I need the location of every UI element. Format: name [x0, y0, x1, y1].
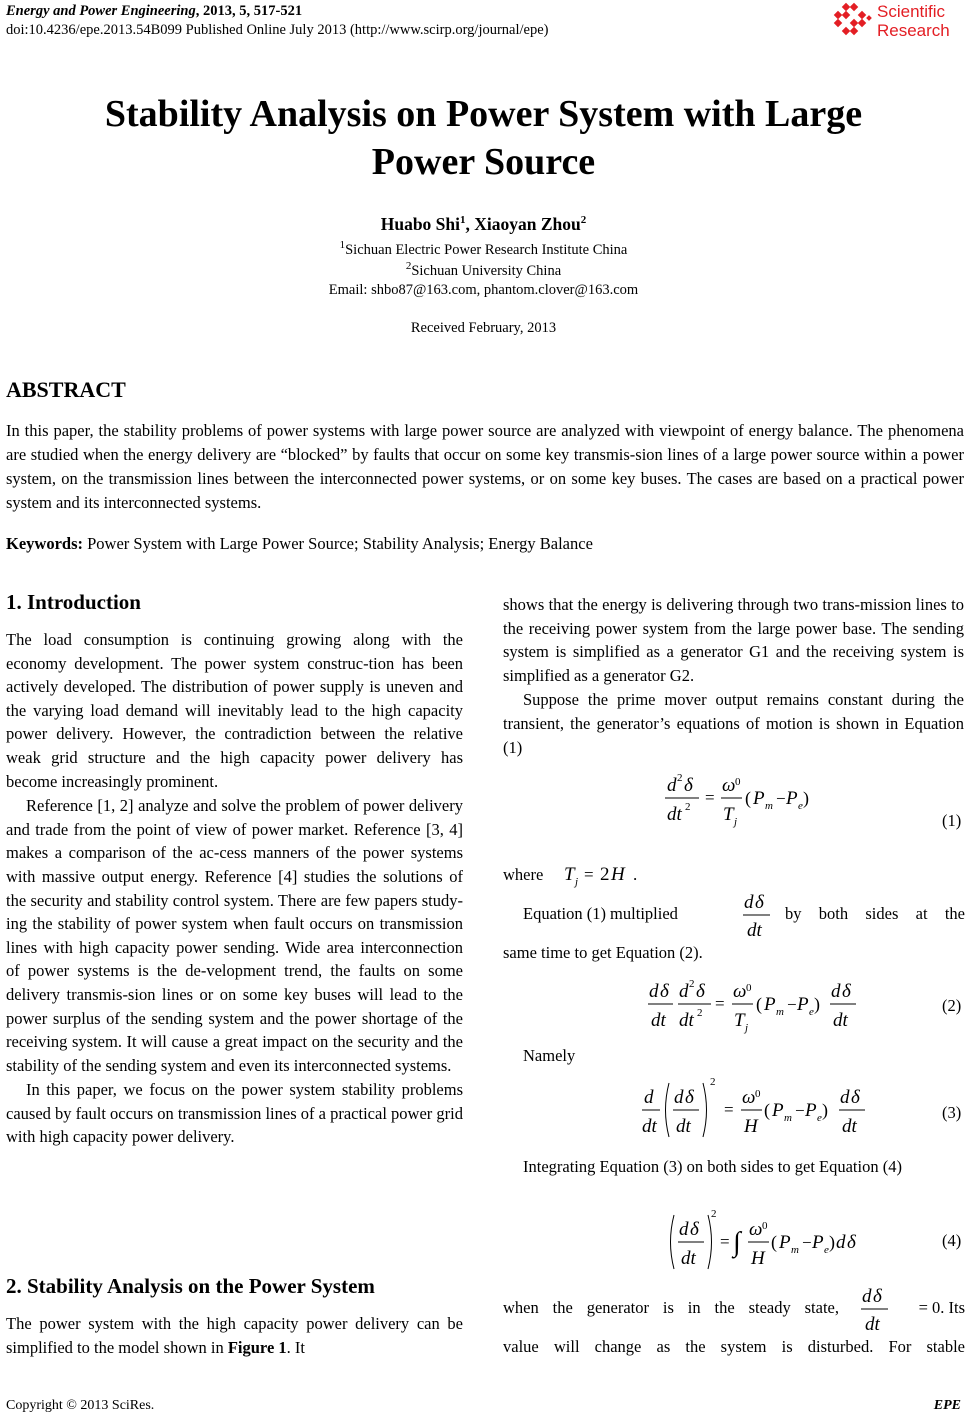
svg-text:−: − — [776, 789, 786, 808]
affiliation-2-text: Sichuan University China — [411, 262, 562, 279]
svg-text:2: 2 — [710, 1076, 716, 1088]
namely-text: Namely — [523, 1046, 576, 1065]
svg-text:dt: dt — [642, 1116, 657, 1137]
logo-text-line1: Scientific — [877, 2, 946, 21]
svg-text:P: P — [786, 788, 798, 809]
abstract-text: In this paper, the stability problems of power systems with large power source are analyzed with viewpoint of energy balance. The phenomena are studied when the energy delivery are “blocked” by faults that occur on some key transmis-sion lines of a large power source within a power system, on the transmission lines between the interconnected power systems, or on some key buses. The cases are based on a practical power system and its interconnected systems. — [6, 421, 964, 512]
where-text: where — [503, 865, 544, 884]
intro-paragraph-3: In this paper, we focus on the power system stability problems caused by fault occurs on transmission lines of a practical power grid with high capacity power delivery. — [6, 1080, 463, 1147]
ddelta-dt-fraction — [740, 888, 776, 944]
abstract-heading: ABSTRACT — [6, 377, 126, 402]
svg-text:=: = — [584, 865, 594, 884]
svg-text:H: H — [751, 1248, 765, 1269]
svg-text:ω: ω — [742, 1087, 756, 1108]
copyright: Copyright © 2013 SciRes. — [6, 1398, 155, 1413]
svg-text:δ: δ — [660, 981, 669, 1002]
svg-text:δ: δ — [685, 1087, 694, 1108]
equation-2-number: (2) — [942, 996, 962, 1015]
svg-text:dt: dt — [679, 1010, 694, 1031]
svg-text:ω: ω — [722, 775, 736, 796]
svg-text:): ) — [822, 1100, 828, 1120]
integrating-text: Integrating Equation (3) on both sides to get Equation (4) — [523, 1157, 902, 1176]
affiliation-1 — [0, 239, 967, 259]
svg-text:T: T — [564, 864, 575, 885]
authors — [0, 214, 967, 235]
affiliation-2 — [0, 260, 967, 280]
svg-text:): ) — [803, 788, 809, 808]
svg-text:dt: dt — [676, 1116, 691, 1137]
svg-text:j: j — [745, 1022, 749, 1034]
svg-text:d: d — [744, 892, 754, 913]
svg-text:=: = — [705, 788, 715, 807]
svg-text:−: − — [787, 995, 797, 1014]
svg-text:d: d — [836, 1232, 846, 1253]
scirp-logo-icon — [831, 2, 873, 42]
equation-3 — [638, 1075, 868, 1139]
svg-text:j: j — [575, 876, 579, 888]
svg-text:=: = — [720, 1232, 730, 1251]
equation-mult-text-b: by both sides at the — [785, 904, 965, 923]
svg-text:∫: ∫ — [733, 1227, 741, 1258]
svg-text:d: d — [831, 981, 841, 1002]
svg-text:P: P — [812, 1232, 824, 1253]
svg-text:ω: ω — [733, 981, 747, 1002]
steady-state-equals-text: = 0. Its — [918, 1298, 965, 1317]
svg-text:(: ( — [745, 788, 751, 808]
svg-text:δ: δ — [684, 775, 693, 796]
logo-text-line2: Research — [877, 21, 950, 40]
intro-paragraph-2: Reference [1, 2] analyze and solve the problem of power delivery and trade from the point of view of power market. Reference [3, 4] makes a comparison of the ac-cess manners of the power systems with massive output energy. Reference [4] studies the solutions of the security and stability control system. There are few papers study-ing the stability of power system when fault occurs on transmission lines with high capacity power sending. Wide area interconnection of power systems is the de-velopment trend, the faults on some delivery transmis-sion lines or on some key buses will lead to the power surplus of the sending system and the power shortage of the receiving system. It will cause a great impact on the security and the stability of the sending system and even its interconnected systems. — [6, 796, 463, 1075]
journal-abbreviation: EPE — [933, 1398, 961, 1413]
equation-4 — [665, 1207, 880, 1271]
right-paragraph-1: shows that the energy is delivering through two trans-mission lines to the receiving power system from the large power base. The sending system is simplified as a generator G1 and the receiving system is simplified as a generator G2. — [503, 595, 964, 685]
svg-text:d: d — [862, 1286, 872, 1307]
svg-text:P: P — [753, 788, 765, 809]
section2-text-a: The power system with the high capacity power delivery can be simplified to the model shown in — [6, 1314, 463, 1357]
section2-paragraph-1 — [6, 1312, 463, 1359]
right-paragraph-2: Suppose the prime mover output remains constant during the transient, the generator’s equations of motion is shown in Equation (1) — [503, 690, 964, 757]
svg-text:d: d — [667, 775, 677, 796]
svg-text:0: 0 — [755, 1088, 761, 1100]
svg-text:2: 2 — [697, 1007, 703, 1019]
equation-mult-text-a: Equation (1) multiplied — [523, 904, 678, 923]
section2-body — [6, 1312, 463, 1359]
svg-text:=: = — [724, 1100, 734, 1119]
svg-text:H: H — [744, 1116, 758, 1137]
svg-text:=: = — [715, 994, 725, 1013]
svg-text:.: . — [633, 865, 638, 884]
svg-text:P: P — [805, 1100, 817, 1121]
svg-text:ω: ω — [749, 1219, 763, 1240]
steady-state-text-a: when the generator is in the steady state, — [503, 1298, 839, 1317]
svg-text:dt: dt — [842, 1116, 857, 1137]
svg-text:0: 0 — [746, 982, 752, 994]
paper-title — [0, 90, 967, 186]
doi-line: doi:10.4236/epe.2013.54B099 Published Online July 2013 (http://www.scirp.org/journal/epe) — [6, 22, 549, 38]
equation-3-number: (3) — [942, 1103, 962, 1122]
svg-text:d: d — [644, 1087, 654, 1108]
steady-state-text-b: value will change as the system is disturbed. For stable — [503, 1337, 965, 1356]
svg-text:2: 2 — [689, 978, 695, 990]
svg-text:(: ( — [756, 994, 762, 1014]
title-line-1: Stability Analysis on Power System with Large — [104, 93, 863, 135]
steady-ddelta-dt-fraction — [858, 1282, 894, 1338]
svg-text:j: j — [734, 816, 738, 828]
affiliation-1-text: Sichuan Electric Power Research Institute China — [345, 241, 628, 258]
svg-text:m: m — [784, 1112, 792, 1124]
svg-text:dt: dt — [667, 804, 682, 825]
svg-text:(: ( — [764, 1100, 770, 1120]
author-1-affiliation-mark: 1 — [460, 214, 466, 227]
intro-body — [6, 628, 463, 1149]
author-separator: , — [465, 214, 475, 234]
svg-text:δ: δ — [851, 1087, 860, 1108]
svg-text:d: d — [679, 1219, 689, 1240]
svg-text:P: P — [764, 994, 776, 1015]
svg-text:dt: dt — [865, 1314, 880, 1335]
keywords-text: Power System with Large Power Source; Stability Analysis; Energy Balance — [83, 534, 593, 553]
equation-2 — [645, 973, 860, 1035]
equation-mult-text-c: same time to get Equation (2). — [503, 943, 703, 962]
equation-1-number: (1) — [942, 811, 962, 830]
svg-text:δ: δ — [873, 1286, 882, 1307]
svg-text:dt: dt — [651, 1010, 666, 1031]
journal-name: Energy and Power Engineering — [6, 3, 196, 19]
svg-text:P: P — [772, 1100, 784, 1121]
svg-text:d: d — [679, 981, 689, 1002]
svg-text:2: 2 — [685, 801, 691, 813]
logo-text — [877, 2, 950, 40]
title-line-2: Power Source — [371, 141, 596, 183]
svg-text:δ: δ — [696, 981, 705, 1002]
svg-text:d: d — [840, 1087, 850, 1108]
publisher-logo — [831, 2, 961, 42]
svg-text:2: 2 — [677, 772, 683, 784]
svg-text:2: 2 — [711, 1208, 717, 1220]
author-2-affiliation-mark: 2 — [580, 214, 587, 227]
section2-text-b: . It — [286, 1337, 305, 1357]
received-date: Received February, 2013 — [410, 320, 557, 336]
svg-text:dt: dt — [681, 1248, 696, 1269]
svg-text:δ: δ — [847, 1232, 856, 1253]
keywords — [6, 534, 593, 554]
svg-text:H: H — [611, 864, 625, 885]
svg-text:e: e — [809, 1006, 814, 1018]
section2-heading: 2. Stability Analysis on the Power System — [6, 1274, 375, 1298]
equation-4-number: (4) — [942, 1231, 962, 1250]
svg-text:0: 0 — [762, 1220, 768, 1232]
svg-text:m: m — [765, 800, 773, 812]
affiliation-2-mark: 2 — [405, 260, 412, 272]
svg-text:2: 2 — [600, 864, 610, 885]
author-1: Huabo Shi — [380, 214, 461, 234]
svg-text:δ: δ — [842, 981, 851, 1002]
svg-text:d: d — [674, 1087, 684, 1108]
svg-text:e: e — [798, 800, 803, 812]
svg-text:m: m — [776, 1006, 784, 1018]
svg-text:m: m — [791, 1244, 799, 1256]
svg-text:d: d — [649, 981, 659, 1002]
svg-text:e: e — [817, 1112, 822, 1124]
svg-text:P: P — [797, 994, 809, 1015]
equation-tj — [560, 858, 640, 888]
svg-text:e: e — [824, 1244, 829, 1256]
author-2: Xiaoyan Zhou — [474, 214, 581, 234]
affiliation-1-mark: 1 — [339, 239, 346, 251]
email: Email: shbo87@163.com, phantom.clover@163.com — [328, 282, 639, 298]
svg-text:T: T — [723, 804, 734, 825]
journal-citation: , 2013, 5, 517-521 — [195, 3, 303, 19]
svg-text:−: − — [802, 1233, 812, 1252]
svg-text:P: P — [779, 1232, 791, 1253]
svg-text:): ) — [829, 1232, 835, 1252]
svg-text:T: T — [734, 1010, 745, 1031]
keywords-label: Keywords: — [6, 534, 83, 553]
equation-1 — [655, 767, 809, 829]
svg-text:δ: δ — [690, 1219, 699, 1240]
svg-text:0: 0 — [735, 776, 741, 788]
svg-text:δ: δ — [755, 892, 764, 913]
svg-text:−: − — [795, 1101, 805, 1120]
svg-text:dt: dt — [833, 1010, 848, 1031]
intro-heading: 1. Introduction — [6, 590, 141, 614]
svg-text:): ) — [814, 994, 820, 1014]
figure-1-reference: Figure 1 — [227, 1337, 287, 1357]
svg-text:dt: dt — [747, 920, 762, 941]
right-column-text — [503, 593, 964, 759]
journal-header — [6, 3, 302, 20]
svg-text:(: ( — [771, 1232, 777, 1252]
intro-paragraph-1: The load consumption is continuing growing along with the economy development. The power system construc-tion has been actively developed. The distribution of power supply is uneven and the varying load demand will inevitably lead to the high capacity power delivery. However, the contradiction between the relative weak grid structure and the high capacity power delivery has become increasingly prominent. — [6, 630, 463, 791]
